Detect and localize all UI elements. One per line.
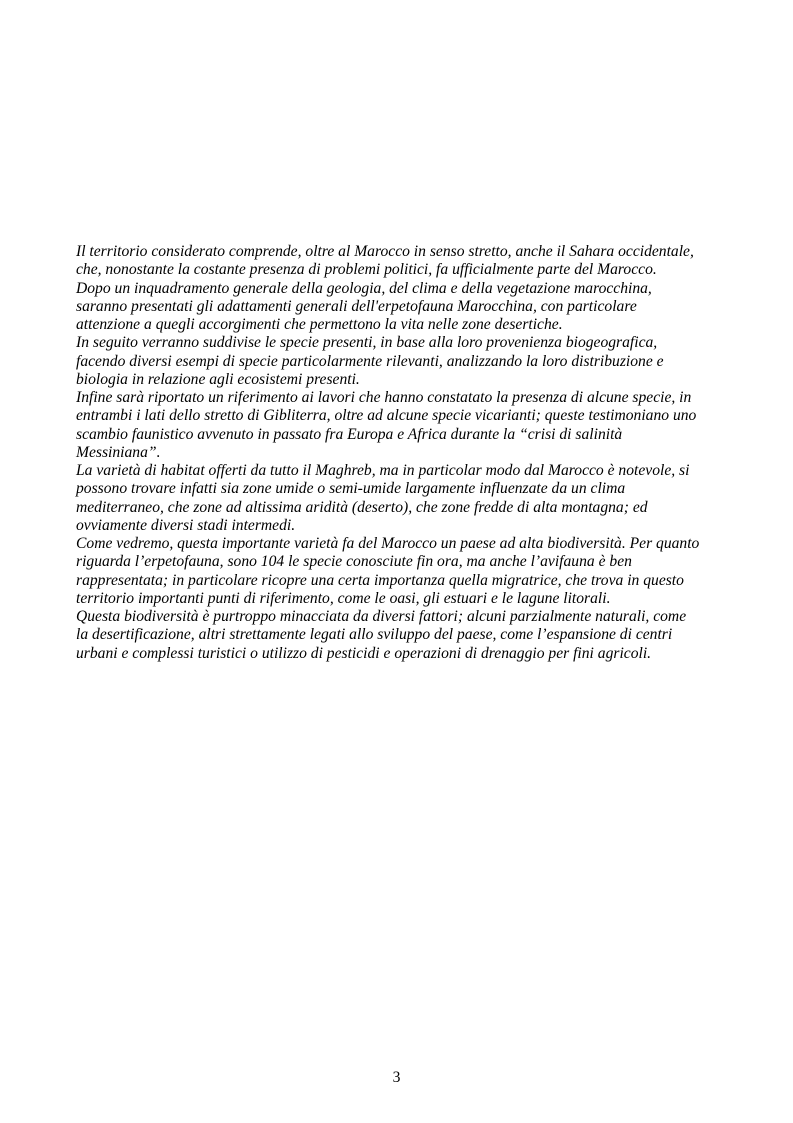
text-line: Questa biodiversità è purtroppo minacciata da diversi fattori; alcuni parzialmente naturali, come (76, 608, 687, 625)
text-line: In seguito verranno suddivise le specie presenti, in base alla loro provenienza biogeografica, (76, 334, 658, 352)
text-line: la desertificazione, altri strettamente legati allo sviluppo del paese, come l’espansione di centri (76, 626, 673, 644)
page-number: 3 (392, 1069, 401, 1086)
body-text (76, 243, 736, 663)
text-line: Infine sarà riportato un riferimento ai lavori che hanno constatato la presenza di alcune specie, in (76, 389, 692, 406)
text-line: attenzione a quegli accorgimenti che permettono la vita nelle zone desertiche. (76, 316, 563, 333)
text-line: Dopo un inquadramento generale della geologia, del clima e della vegetazione marocchina, (76, 279, 652, 297)
text-line: possono trovare infatti sia zone umide o semi-umide largamente influenzate da un clima (76, 480, 626, 498)
text-line: urbani e complessi turistici o utilizzo di pesticidi e operazioni di drenaggio per fini agricoli. (76, 644, 652, 662)
text-line: Come vedremo, questa importante varietà fa del Marocco un paese ad alta biodiversità. Per quanto (76, 535, 700, 552)
text-line: Il territorio considerato comprende, oltre al Marocco in senso stretto, anche il Sahara occidentale, (76, 243, 694, 260)
text-line: biologia in relazione agli ecosistemi presenti. (76, 370, 360, 388)
text-line: rappresentata; in particolare ricopre una certa importanza quella migratrice, che trova in questo (76, 571, 684, 589)
text-line: Messiniana”. (76, 443, 161, 461)
text-line: riguarda l’erpetofauna, sono 104 le specie conosciute fin ora, ma anche l’avifauna è ben (76, 553, 632, 571)
text-line: entrambi i lati dello stretto di Gibliterra, oltre ad alcune specie vicarianti; queste testimoniano uno (76, 407, 697, 425)
text-line: La varietà di habitat offerti da tutto il Maghreb, ma in particolar modo dal Marocco è notevole, si (76, 462, 690, 479)
text-line: ovviamente diversi stadi intermedi. (76, 516, 296, 534)
text-line: scambio faunistico avvenuto in passato fra Europa e Africa durante la “crisi di salinità (76, 425, 623, 443)
text-line: saranno presentati gli adattamenti generali dell'erpetofauna Marocchina, con particolare (76, 297, 637, 315)
text-line: territorio importanti punti di riferimento, come le oasi, gli estuari e le lagune litorali. (76, 589, 611, 607)
text-line: che, nonostante la costante presenza di problemi politici, fa ufficialmente parte del Marocco. (76, 261, 657, 279)
text-line: facendo diversi esempi di specie particolarmente rilevanti, analizzando la loro distribuzione e (76, 352, 664, 370)
text-line: mediterraneo, che zone ad altissima aridità (deserto), che zone fredde di alta montagna; ed (76, 498, 648, 516)
